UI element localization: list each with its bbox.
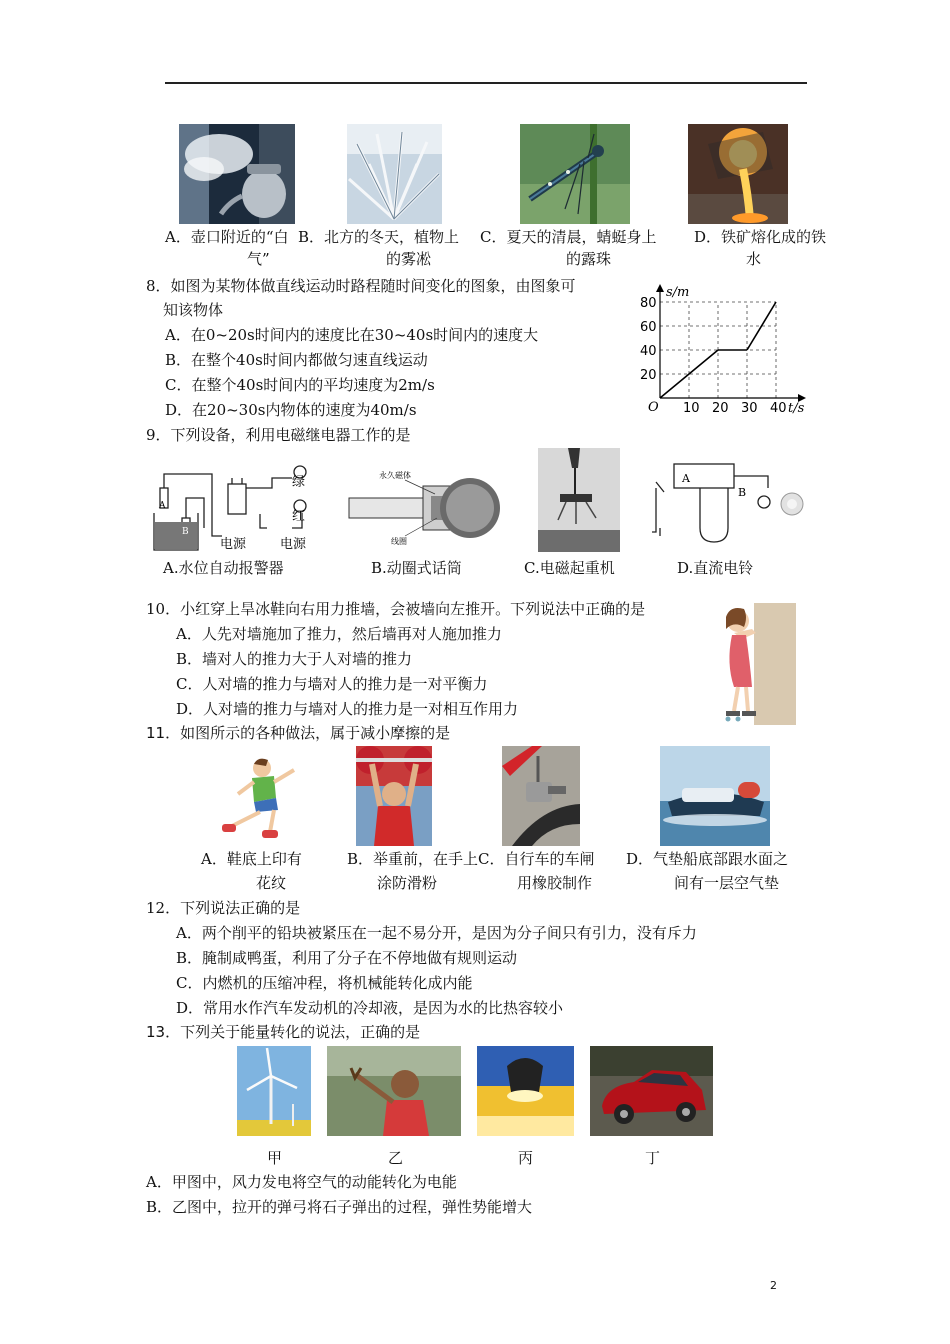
q8-option-c: C．在整个40s时间内的平均速度为2m/s (165, 376, 435, 394)
chart-ylabel: s/m (666, 285, 690, 300)
q11-option-d-line2: 间有一层空气垫 (674, 874, 780, 892)
chart-ytick-label: 20 (640, 368, 657, 383)
q9-option-c: C.电磁起重机 (524, 559, 615, 577)
q10-option-a: A．人先对墙施加了推力，然后墙再对人施加推力 (176, 625, 502, 643)
q13-car-photo (590, 1046, 713, 1136)
chart-ytick-label: 80 (640, 296, 657, 311)
q9-fig-water-alarm (152, 458, 320, 553)
q11-stem: 11．如图所示的各种做法，属于减小摩擦的是 (146, 724, 451, 742)
q9-option-b: B.动圈式话筒 (371, 559, 462, 577)
q12-option-c: C．内燃机的压缩冲程，将机械能转化成内能 (176, 974, 473, 992)
chart-ytick-label: 60 (640, 320, 657, 335)
label-permanent-magnet: 永久磁体 (379, 471, 411, 480)
q8-stem-line1: 8．如图为某物体做直线运动时路程随时间变化的图象，由图象可 (146, 277, 576, 295)
label-bell-b: B (738, 486, 747, 499)
molten-iron-photo (688, 124, 788, 224)
q11-option-c-line2: 用橡胶制作 (517, 874, 593, 892)
q13-label-yi: 乙 (388, 1149, 404, 1167)
kettle-steam-photo (179, 124, 295, 224)
q11-weightlifter-photo (356, 746, 432, 846)
q12-stem: 12．下列说法正确的是 (146, 899, 301, 917)
q10-option-c: C．人对墙的推力与墙对人的推力是一对平衡力 (176, 675, 488, 693)
q12-option-a: A．两个削平的铅块被紧压在一起不易分开，是因为分子间只有引力，没有斥力 (176, 924, 697, 942)
q10-option-b: B．墙对人的推力大于人对墙的推力 (176, 650, 413, 668)
q7-option-b-line1: B．北方的冬天，植物上 (298, 228, 460, 246)
q9-fig-electric-bell (650, 458, 805, 553)
q7-option-a-line2: 气” (247, 250, 270, 268)
q11-option-a-line1: A．鞋底上印有 (201, 850, 302, 868)
q7-option-c-line2: 的露珠 (566, 250, 612, 268)
label-a: A (159, 501, 166, 511)
chart-xtick-label: 20 (712, 401, 729, 416)
q10-girl-pushing-wall (716, 603, 796, 725)
frost-plant-photo (347, 124, 442, 224)
chart-xlabel: t/s (788, 401, 805, 416)
q13-stem: 13．下列关于能量转化的说法，正确的是 (146, 1023, 421, 1041)
q11-option-a-line2: 花纹 (256, 874, 287, 892)
chart-xtick-label: 30 (741, 401, 758, 416)
chart-origin: O (648, 400, 659, 415)
q9-fig-microphone (345, 468, 505, 548)
label-coil: 线圈 (391, 537, 407, 546)
q12-option-d: D．常用水作汽车发动机的冷却液，是因为水的比热容较小 (176, 999, 564, 1017)
q13-rocket-photo (477, 1046, 574, 1136)
q11-option-b-line1: B．举重前，在手上 (347, 850, 479, 868)
q7-option-c-line1: C．夏天的清晨，蜻蜓身上 (480, 228, 657, 246)
q10-option-d: D．人对墙的推力与墙对人的推力是一对相互作用力 (176, 700, 519, 718)
label-red: 红 (292, 509, 306, 524)
q9-stem: 9．下列设备，利用电磁继电器工作的是 (146, 426, 411, 444)
q13-label-ding: 丁 (645, 1149, 661, 1167)
q10-stem: 10．小红穿上旱冰鞋向右用力推墙，会被墙向左推开。下列说法中正确的是 (146, 600, 646, 618)
q9-fig-crane-photo (538, 448, 620, 552)
chart-ytick-label: 40 (640, 344, 657, 359)
page-number: 2 (770, 1279, 777, 1292)
q9-option-d: D.直流电铃 (677, 559, 754, 577)
label-bell-a: A (682, 472, 690, 485)
q8-option-a: A．在0~20s时间内的速度比在30~40s时间内的速度大 (165, 326, 539, 344)
q11-option-d-line1: D．气垫船底部跟水面之 (626, 850, 789, 868)
q13-label-jia: 甲 (267, 1149, 283, 1167)
chart-xtick-label: 10 (683, 401, 700, 416)
q11-bike-brake-photo (502, 746, 580, 846)
label-green: 绿 (292, 475, 306, 490)
q11-option-c-line1: C．自行车的车闸 (478, 850, 595, 868)
chart-y-arrow (656, 284, 664, 292)
q11-option-b-line2: 涂防滑粉 (377, 874, 438, 892)
q13-wind-turbine-photo (237, 1046, 311, 1136)
q13-slingshot-boy-photo (327, 1046, 461, 1136)
q7-option-d-line1: D．铁矿熔化成的铁 (694, 228, 827, 246)
q8-option-b: B．在整个40s时间内都做匀速直线运动 (165, 351, 428, 369)
label-b: B (182, 527, 189, 537)
q11-runner-figure (218, 754, 302, 840)
q9-option-a: A.水位自动报警器 (163, 559, 284, 577)
q8-stem-line2: 知该物体 (163, 301, 224, 319)
q13-label-bing: 丙 (518, 1149, 534, 1167)
label-power-1: 电源 (220, 537, 247, 552)
q11-hovercraft-photo (660, 746, 770, 846)
q7-option-d-line2: 水 (746, 250, 762, 268)
dragonfly-dew-photo (520, 124, 630, 224)
label-power-2: 电源 (280, 537, 307, 552)
q8-st-chart (638, 280, 813, 420)
q13-option-b: B．乙图中，拉开的弹弓将石子弹出的过程，弹性势能增大 (146, 1198, 533, 1216)
q8-option-d: D．在20~30s内物体的速度为40m/s (165, 401, 417, 419)
q12-option-b: B．腌制咸鸭蛋，利用了分子在不停地做有规则运动 (176, 949, 518, 967)
q7-option-a-line1: A．壶口附近的“白 (165, 228, 289, 246)
q13-option-a: A．甲图中，风力发电将空气的动能转化为电能 (146, 1173, 457, 1191)
q7-option-b-line2: 的雾凇 (386, 250, 432, 268)
header-rule (165, 82, 807, 84)
chart-xtick-label: 40 (770, 401, 787, 416)
